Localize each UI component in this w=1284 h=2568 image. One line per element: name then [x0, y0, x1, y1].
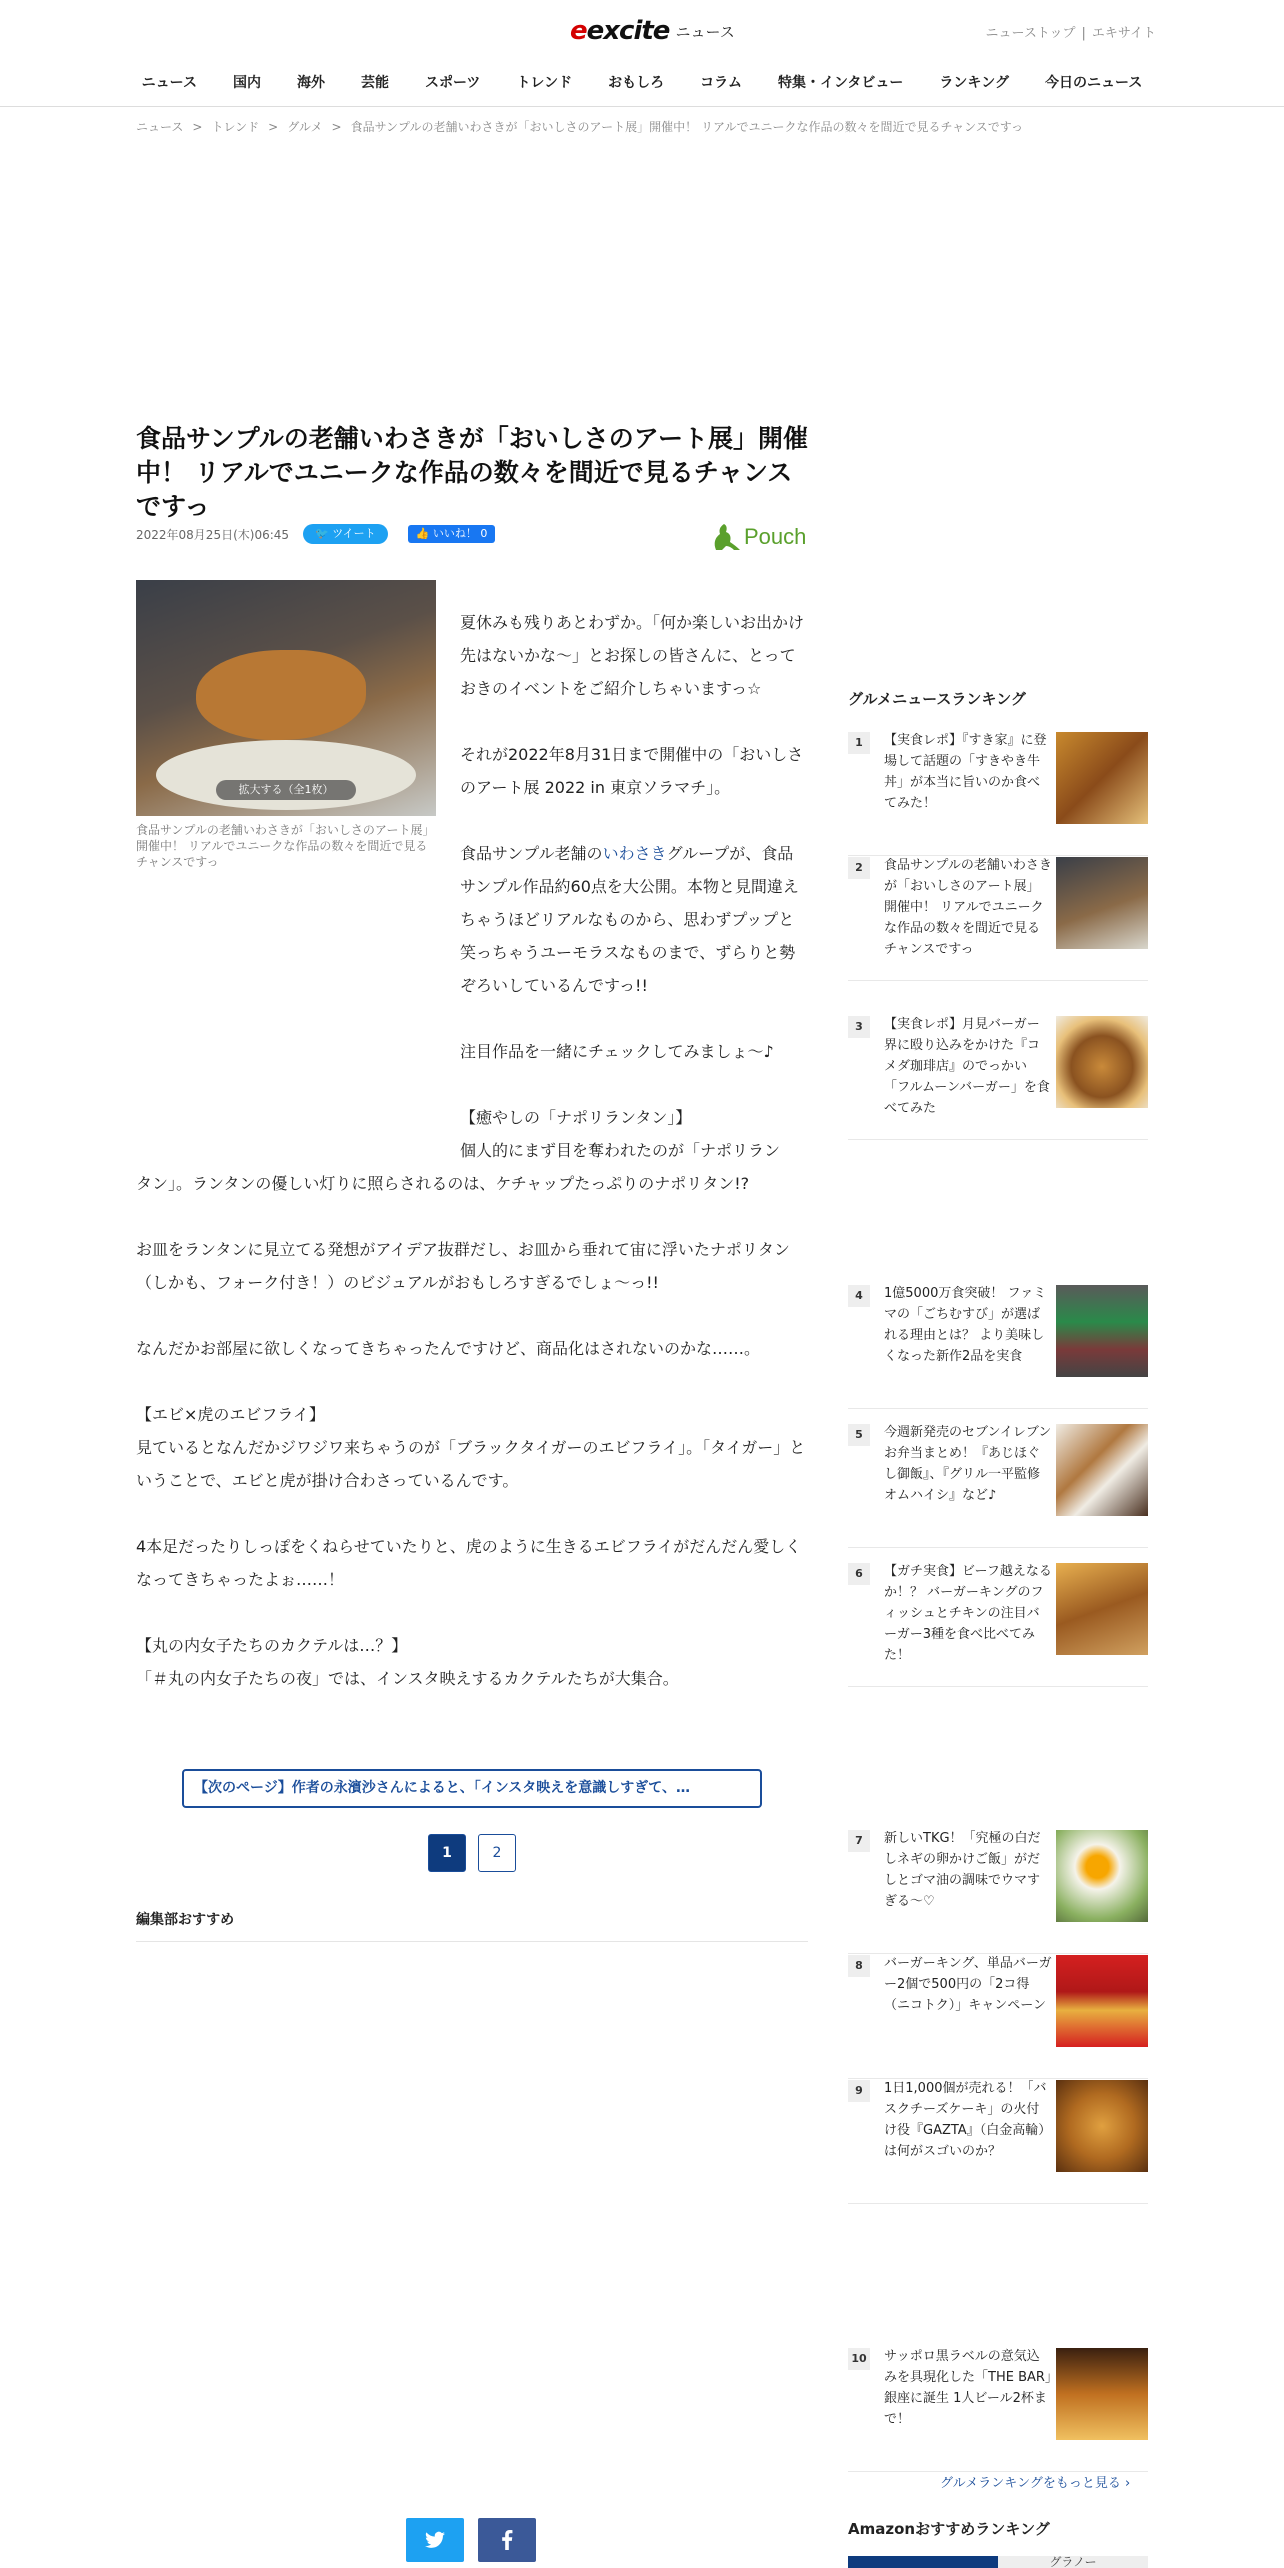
nav-feature[interactable]: 特集・インタビュー — [777, 75, 904, 91]
rank-title[interactable]: 【ガチ実食】ビーフ越えなるか！？ バーガーキングのフィッシュとチキンの注目バーガー3種を食べ比べてみた！ — [884, 1564, 1052, 1663]
zoom-image-label[interactable]: 拡大する（全1枚） — [216, 780, 356, 800]
amazon-tab-granola[interactable]: グラノー — [998, 2556, 1148, 2568]
rank-thumbnail[interactable] — [1056, 2080, 1148, 2172]
facebook-icon — [501, 2530, 513, 2550]
image-caption: 食品サンプルの老舗いわさきが「おいしさのアート展」開催中！ リアルでユニークな作品の数々を間近で見るチャンスですっ — [136, 823, 435, 869]
rank-thumbnail[interactable] — [1056, 1830, 1148, 1922]
more-ranking-link[interactable] — [940, 2472, 1130, 2491]
paragraph-3-post: グループが、食品サンプル作品約60点を大公開。本物と見間違えちゃうほどリアルなものから、思わずプップと笑っちゃうユーモラスなものまで、ずらりと勢ぞろいしているんですっ!! — [460, 844, 799, 995]
nav-entertainment[interactable]: 芸能 — [360, 75, 389, 91]
rank-title[interactable]: 【実食レポ】月見バーガー界に殴り込みをかけた『コメダ珈琲店』のでっかい「フルムーンバーガー」を食べてみた — [884, 1017, 1050, 1116]
nav-news[interactable]: ニュース — [141, 75, 197, 91]
paragraph-5-first: 個人的にまず目を奪われたのが「ナポリラン — [460, 1141, 781, 1160]
twitter-bird-icon: 🐦 — [315, 527, 329, 540]
more-ranking-label: グルメランキングをもっと見る — [940, 2476, 1121, 2491]
article-body — [136, 606, 808, 1695]
logo-word: excite — [586, 16, 670, 46]
paragraph-3 — [136, 837, 808, 1002]
ranking-item[interactable] — [848, 732, 1148, 856]
amazon-ranking-heading: Amazonおすすめランキング — [848, 2520, 1050, 2538]
share-twitter-button[interactable] — [406, 2518, 464, 2562]
rank-thumbnail[interactable] — [1056, 1285, 1148, 1377]
paragraph-7: なんだかお部屋に欲しくなってきちゃったんですけど、商品化はされないのかな……。 — [136, 1339, 761, 1358]
excite-logo[interactable]: eexcite ニュース — [570, 16, 735, 46]
paragraph-6: お皿をランタンに見立てる発想がアイデア抜群だし、お皿から垂れて宙に浮いたナポリタン（しかも、フォーク付き！）のビジュアルがおもしろすぎるでしょ～っ!! — [136, 1240, 790, 1292]
twitter-icon — [425, 2531, 445, 2549]
breadcrumb-trend[interactable]: トレンド — [211, 120, 260, 134]
page-1-button[interactable]: 1 — [428, 1834, 466, 1872]
heading-napoli-lantern: 【癒やしの「ナポリランタン」】 — [460, 1108, 692, 1127]
rank-number: 1 — [848, 732, 870, 754]
rank-title[interactable]: 新しいTKG！「究極の白だしネギの卵かけご飯」がだしとゴマ油の調味でウマすぎる～♡ — [884, 1831, 1041, 1909]
rank-thumbnail[interactable] — [1056, 1016, 1148, 1108]
nav-domestic[interactable]: 国内 — [232, 75, 261, 91]
chevron-right-icon: › — [1124, 2476, 1131, 2491]
rank-title[interactable]: サッポロ黒ラベルの意気込みを具現化した「THE BAR」銀座に誕生 1人ビール2杯まで！ — [884, 2349, 1052, 2427]
rank-thumbnail[interactable] — [1056, 857, 1148, 949]
breadcrumb-news[interactable]: ニュース — [136, 120, 184, 134]
like-label: いいね！ 0 — [432, 527, 488, 540]
pagination — [428, 1834, 516, 1872]
heading-shrimp-tiger: 【エビ×虎のエビフライ】 — [136, 1405, 325, 1424]
pouch-kangaroo-icon — [708, 520, 742, 554]
top-links: ニューストップ | エキサイト — [985, 26, 1156, 41]
paragraph-5-rest: タン」。ランタンの優しい灯りに照らされるのは、ケチャップたっぷりのナポリタン!? — [136, 1174, 750, 1193]
rank-title[interactable]: バーガーキング、単品バーガー2個で500円の「2コ得（ニコトク）」キャンペーン — [884, 1956, 1052, 2013]
nav-trend[interactable]: トレンド — [516, 75, 573, 91]
amazon-tab-1[interactable] — [848, 2556, 998, 2568]
pouch-source-name: Pouch — [744, 524, 807, 549]
ranking-item[interactable] — [848, 2348, 1148, 2472]
paragraph-9: 4本足だったりしっぽをくねらせていたりと、虎のように生きるエビフライがだんだん愛しくなってきちゃったよぉ……！ — [136, 1537, 802, 1589]
rank-title[interactable]: 今週新発売のセブンイレブンお弁当まとめ！『あじほぐし御飯』、『グリル一平監修 オムハイシ』など♪ — [884, 1425, 1054, 1503]
breadcrumb-current: 食品サンプルの老舗いわさきが「おいしさのアート展」開催中！ リアルでユニークな作品の数々を間近で見るチャンスですっ — [350, 120, 1024, 134]
ranking-item[interactable] — [848, 1955, 1148, 2079]
rank-number: 4 — [848, 1285, 870, 1307]
nav-funny[interactable]: おもしろ — [608, 75, 665, 91]
ranking-item[interactable] — [848, 857, 1148, 981]
paragraph-3-pre: 食品サンプル老舗の — [460, 844, 603, 863]
nav-ranking[interactable]: ランキング — [939, 75, 1010, 91]
ranking-item[interactable] — [848, 1563, 1148, 1687]
paragraph-1: 夏休みも残りあとわずか。「何か楽しいお出かけ先はないかな～」とお探しの皆さんに、とっておきのイベントをご紹介しちゃいますっ☆ — [460, 613, 805, 698]
article-title: 食品サンプルの老舗いわさきが「おいしさのアート展」開催中！ リアルでユニークな作品の数々を間近で見るチャンスですっ — [136, 424, 809, 521]
iwasaki-link[interactable]: いわさき — [602, 844, 667, 863]
rank-thumbnail[interactable] — [1056, 2348, 1148, 2440]
nav-today[interactable]: 今日のニュース — [1045, 75, 1143, 91]
share-facebook-button[interactable] — [478, 2518, 536, 2562]
ranking-item[interactable] — [848, 1830, 1148, 1954]
article-date: 2022年08月25日(木)06:45 — [136, 527, 290, 542]
tweet-button[interactable] — [303, 524, 388, 544]
main-nav — [0, 72, 1284, 92]
rank-number: 9 — [848, 2080, 870, 2102]
rank-number: 5 — [848, 1424, 870, 1446]
tweet-label: ツイート — [332, 527, 376, 540]
nav-overseas[interactable]: 海外 — [296, 75, 325, 91]
thumbs-up-icon: 👍 — [415, 527, 430, 540]
rank-title[interactable]: 食品サンプルの老舗いわさきが「おいしさのアート展」開催中！ リアルでユニークな作品の数々を間近で見るチャンスですっ — [884, 858, 1052, 957]
ranking-item[interactable] — [848, 1285, 1148, 1409]
ranking-item[interactable] — [848, 2080, 1148, 2204]
heading-cocktail: 【丸の内女子たちのカクテルは…？】 — [136, 1636, 408, 1655]
paragraph-4: 注目作品を一緒にチェックしてみましょ～♪ — [460, 1042, 774, 1061]
rank-number: 6 — [848, 1563, 870, 1585]
rank-thumbnail[interactable] — [1056, 732, 1148, 824]
paragraph-5 — [136, 1134, 808, 1200]
rank-number: 3 — [848, 1016, 870, 1038]
nav-sports[interactable]: スポーツ — [424, 75, 481, 91]
paragraph-10: 「＃丸の内女子たちの夜」では、インスタ映えするカクテルたちが大集合。 — [136, 1669, 679, 1688]
pouch-source-logo[interactable] — [708, 520, 806, 554]
rank-thumbnail[interactable] — [1056, 1424, 1148, 1516]
excite-link[interactable]: エキサイト — [1091, 26, 1156, 41]
page-2-button[interactable]: 2 — [478, 1834, 516, 1872]
rank-thumbnail[interactable] — [1056, 1563, 1148, 1655]
next-page-link[interactable]: 【次のページ】作者の永濱沙さんによると、「インスタ映えを意識しすぎて、… — [182, 1769, 762, 1808]
rank-title[interactable]: 【実食レポ】『すき家』に登場して話題の「すきやき牛丼」が本当に旨いのか食べてみた！ — [884, 733, 1047, 811]
facebook-like-button[interactable] — [408, 525, 496, 543]
rank-number: 8 — [848, 1955, 870, 1977]
rank-number: 10 — [848, 2348, 870, 2370]
amazon-tabs — [848, 2556, 1148, 2568]
rank-number: 7 — [848, 1830, 870, 1852]
site-header — [0, 0, 1284, 107]
paragraph-2: それが2022年8月31日まで開催中の「おいしさのアート展 2022 in 東京ソラマチ」。 — [460, 745, 804, 797]
editor-recommend-heading: 編集部おすすめ — [136, 1909, 808, 1942]
nav-column[interactable]: コラム — [700, 75, 742, 91]
rank-thumbnail[interactable] — [1056, 1955, 1148, 2047]
breadcrumb: ニュース > トレンド > グルメ > 食品サンプルの老舗いわさきが「おいしさのアート展」開催中！ リアルでユニークな作品の数々を間近で見るチャンスですっ — [136, 120, 1024, 134]
rank-title[interactable]: 1億5000万食突破！ ファミマの「ごちむすび」が選ばれる理由とは？ より美味しくなった新作2品を実食 — [884, 1286, 1047, 1364]
ranking-heading: グルメニュースランキング — [848, 690, 1026, 708]
rank-number: 2 — [848, 857, 870, 879]
ranking-item[interactable] — [848, 1424, 1148, 1548]
rank-title[interactable]: 1日1,000個が売れる！「バスクチーズケーキ」の火付け役『GAZTA』（白金高輪）は何がスゴいのか？ — [884, 2081, 1052, 2159]
breadcrumb-gourmet[interactable]: グルメ — [287, 120, 323, 134]
ranking-item[interactable] — [848, 1016, 1148, 1140]
news-top-link[interactable]: ニューストップ — [985, 26, 1076, 41]
paragraph-8: 見ているとなんだかジワジワ来ちゃうのが「ブラックタイガーのエビフライ」。「タイガー」ということで、エビと虎が掛け合わさっているんです。 — [136, 1438, 806, 1490]
logo-sub: ニュース — [675, 22, 735, 41]
